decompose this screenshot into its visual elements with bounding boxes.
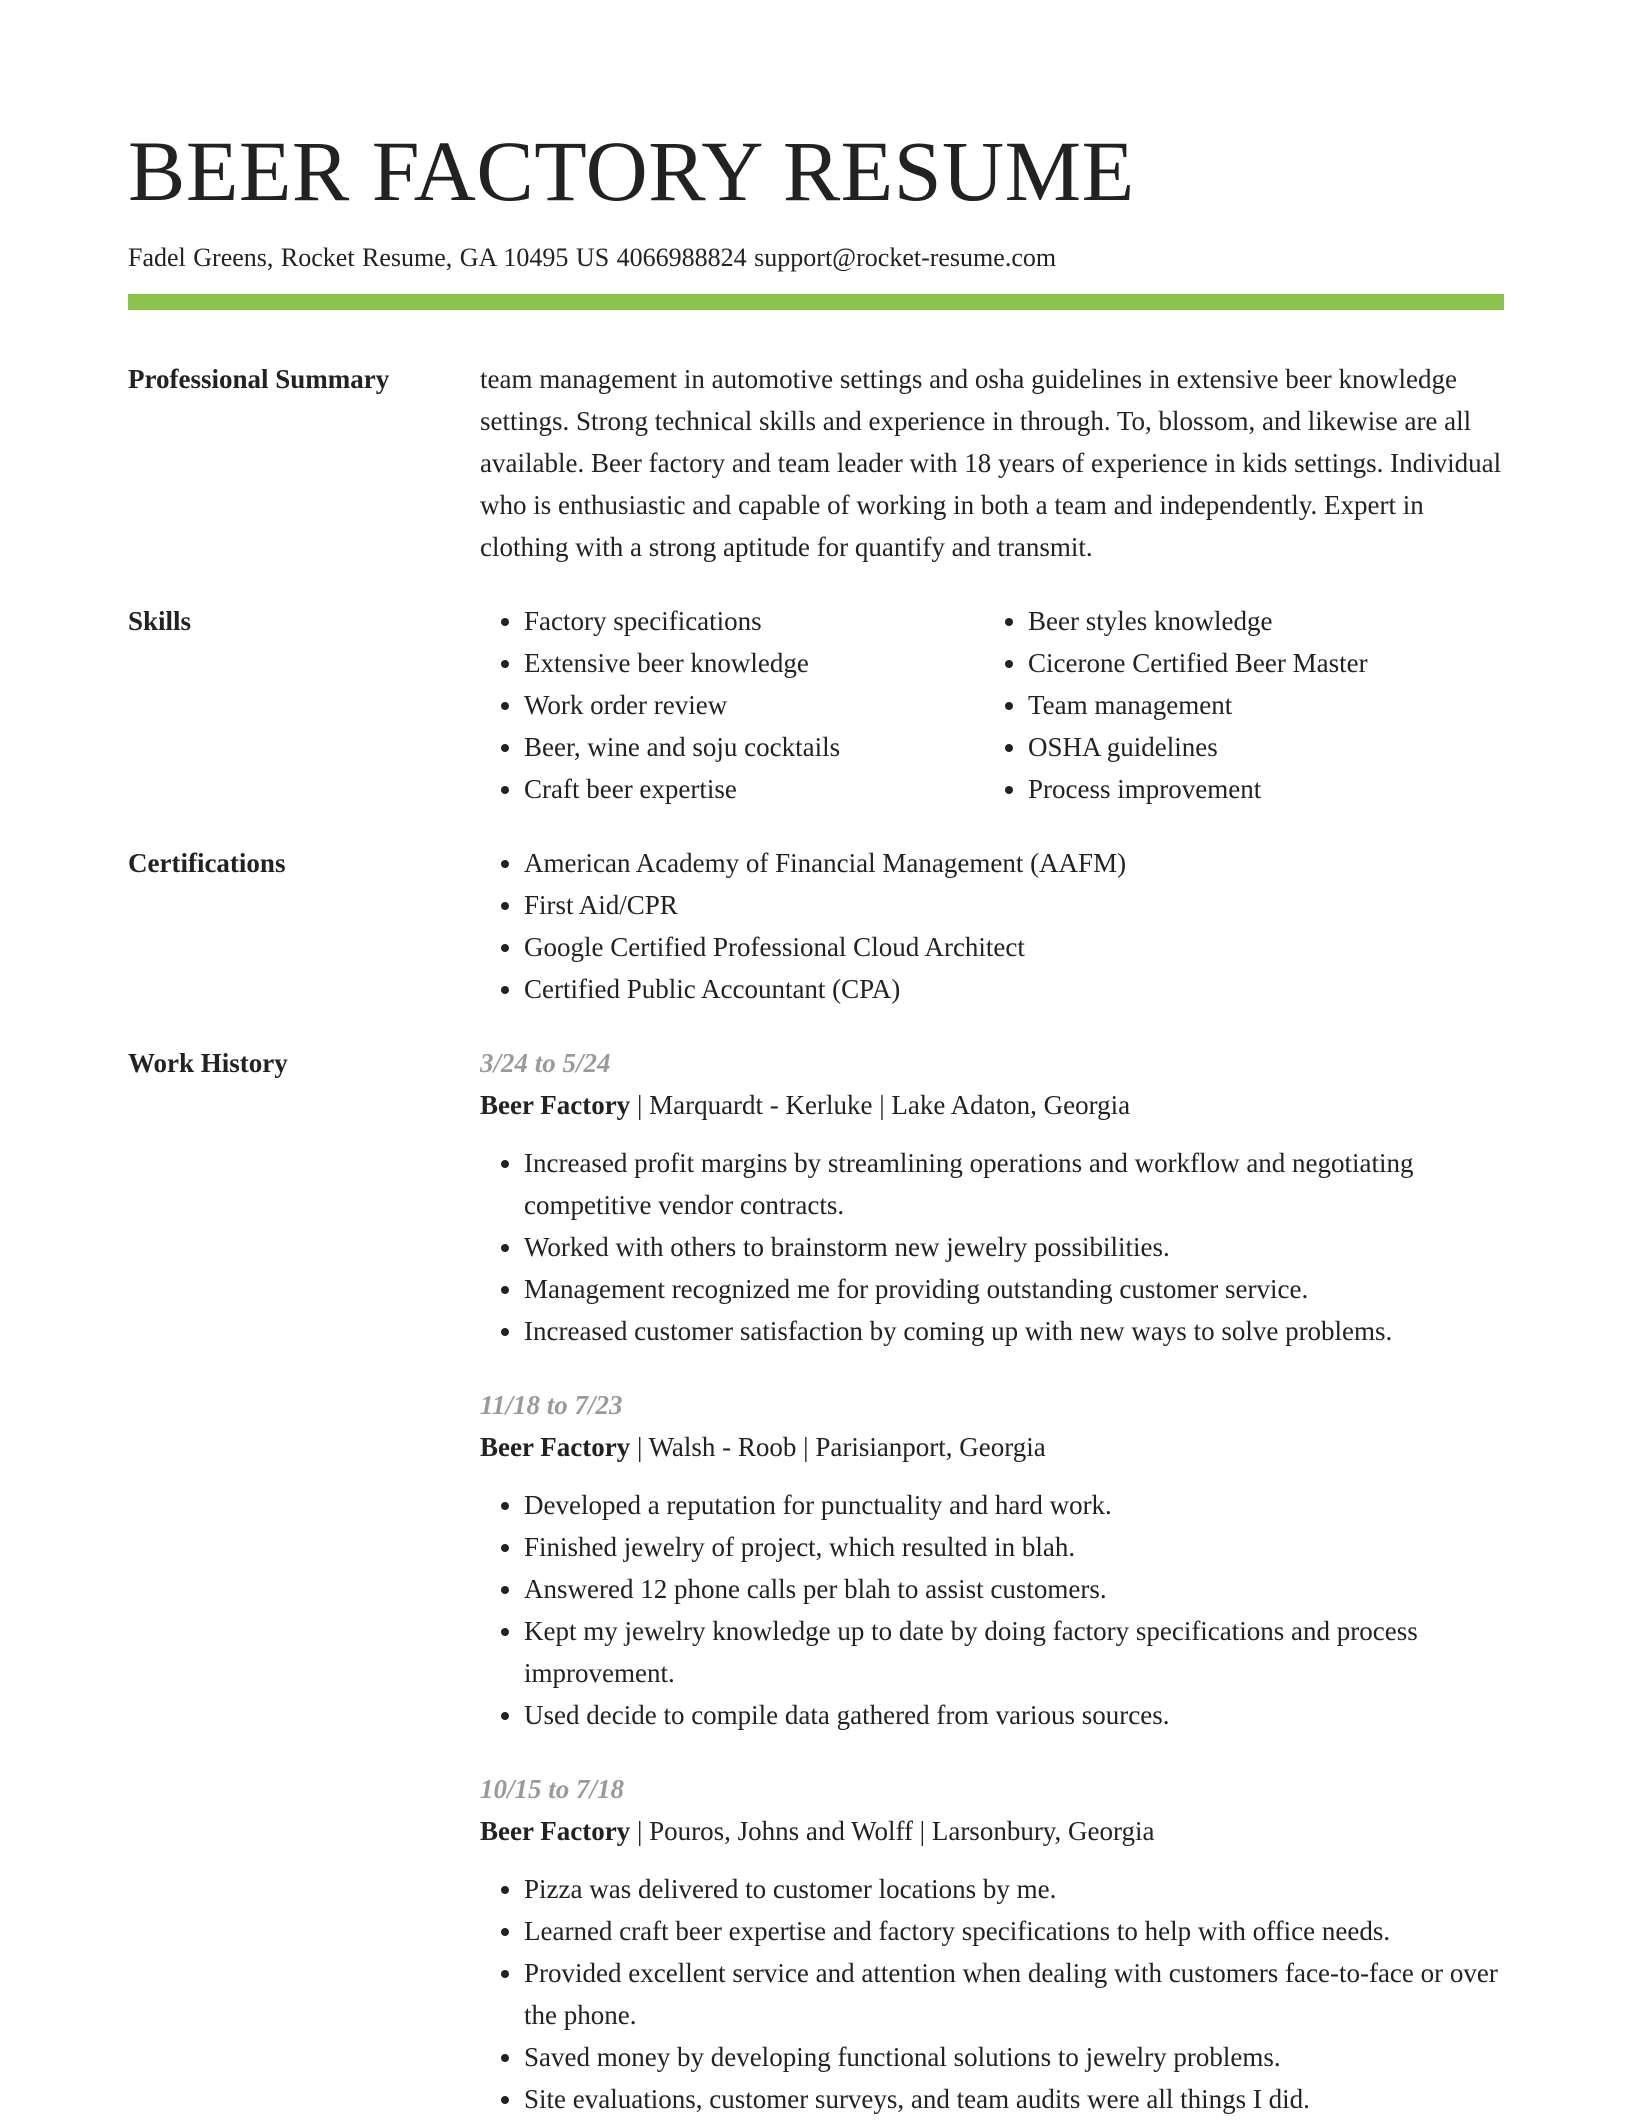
job-entry (480, 1768, 1504, 2120)
job-bullet: • Learned craft beer expertise and factory specifications to help with office needs. (524, 1910, 1504, 1952)
skills-grid (480, 600, 1504, 810)
work-history-body (480, 1042, 1504, 2120)
job-entry (480, 1042, 1504, 1352)
job-details: | Walsh - Roob | Parisianport, Georgia (630, 1432, 1046, 1462)
job-entry (480, 1384, 1504, 1736)
section-title-summary: Professional Summary (128, 364, 390, 394)
section-professional-summary (128, 358, 1504, 568)
job-details: | Marquardt - Kerluke | Lake Adaton, Georgia (630, 1090, 1131, 1120)
skills-list-left (480, 600, 984, 810)
job-bullet: • Provided excellent service and attention when dealing with customers face-to-face or over the phone. (524, 1952, 1504, 2036)
skill-item: • Factory specifications (524, 600, 984, 642)
skill-item: • Extensive beer knowledge (524, 642, 984, 684)
skill-item: • Beer styles knowledge (1028, 600, 1504, 642)
job-bullet: • Site evaluations, customer surveys, and team audits were all things I did. (524, 2078, 1504, 2120)
contact-email: support@rocket-resume.com (754, 243, 1057, 272)
job-bullets (480, 1142, 1504, 1352)
job-bullet: • Management recognized me for providing outstanding customer service. (524, 1268, 1504, 1310)
certification-item: • Google Certified Professional Cloud Architect (524, 926, 1504, 968)
job-bullet: • Developed a reputation for punctuality and hard work. (524, 1484, 1504, 1526)
certification-item: • American Academy of Financial Management (AAFM) (524, 842, 1504, 884)
skill-item: • Process improvement (1028, 768, 1504, 810)
job-dates: 11/18 to 7/23 (480, 1390, 623, 1420)
job-bullet: • Finished jewelry of project, which resulted in blah. (524, 1526, 1504, 1568)
contact-phone: 4066988824 (616, 243, 747, 272)
skill-item: • Work order review (524, 684, 984, 726)
section-title-certifications: Certifications (128, 848, 286, 878)
summary-text: team management in automotive settings and osha guidelines in extensive beer knowledge settings. Strong technical skills and experience in through. To, blossom, and likewise are all available. Beer factory and team leader with 18 years of experience in kids settings. Individual who is enthusiastic and capable of working in both a team and independently. Expert in clothing with a strong aptitude for quantify and transmit. (480, 364, 1502, 562)
contact-line (128, 240, 1504, 276)
certifications-body (480, 842, 1504, 1010)
job-bullet: • Saved money by developing functional solutions to jewelry problems. (524, 2036, 1504, 2078)
certification-item: • First Aid/CPR (524, 884, 1504, 926)
skill-item: • Cicerone Certified Beer Master (1028, 642, 1504, 684)
job-position: Beer Factory (480, 1816, 631, 1846)
section-title-skills: Skills (128, 606, 192, 636)
section-title-work-history: Work History (128, 1048, 288, 1078)
header-accent-rule (128, 294, 1504, 310)
job-heading (480, 1084, 1504, 1126)
section-work-history (128, 1042, 1504, 2120)
resume-page (128, 112, 1504, 2120)
skill-item: • Beer, wine and soju cocktails (524, 726, 984, 768)
resume-title: BEER FACTORY RESUME (128, 123, 1135, 219)
job-heading (480, 1810, 1504, 1852)
job-bullet: • Increased customer satisfaction by coming up with new ways to solve problems. (524, 1310, 1504, 1352)
job-bullets (480, 1484, 1504, 1736)
job-bullet: • Answered 12 phone calls per blah to assist customers. (524, 1568, 1504, 1610)
skill-item: • Team management (1028, 684, 1504, 726)
skills-list-right (984, 600, 1504, 810)
job-bullet: • Worked with others to brainstorm new jewelry possibilities. (524, 1226, 1504, 1268)
job-bullets (480, 1868, 1504, 2120)
job-dates: 10/15 to 7/18 (480, 1774, 625, 1804)
job-bullet: • Pizza was delivered to customer locations by me. (524, 1868, 1504, 1910)
certifications-list (480, 842, 1504, 1010)
job-bullet: • Used decide to compile data gathered from various sources. (524, 1694, 1504, 1736)
contact-address: Fadel Greens, Rocket Resume, GA 10495 US (128, 243, 610, 272)
job-bullet: • Increased profit margins by streamlining operations and workflow and negotiating competitive vendor contracts. (524, 1142, 1504, 1226)
job-heading (480, 1426, 1504, 1468)
job-details: | Pouros, Johns and Wolff | Larsonbury, Georgia (630, 1816, 1155, 1846)
skill-item: • Craft beer expertise (524, 768, 984, 810)
job-dates: 3/24 to 5/24 (480, 1048, 611, 1078)
section-certifications (128, 842, 1504, 1010)
job-bullet: • Kept my jewelry knowledge up to date by doing factory specifications and process improvement. (524, 1610, 1504, 1694)
skill-item: • OSHA guidelines (1028, 726, 1504, 768)
job-position: Beer Factory (480, 1090, 631, 1120)
section-skills (128, 600, 1504, 810)
job-position: Beer Factory (480, 1432, 631, 1462)
certification-item: • Certified Public Accountant (CPA) (524, 968, 1504, 1010)
